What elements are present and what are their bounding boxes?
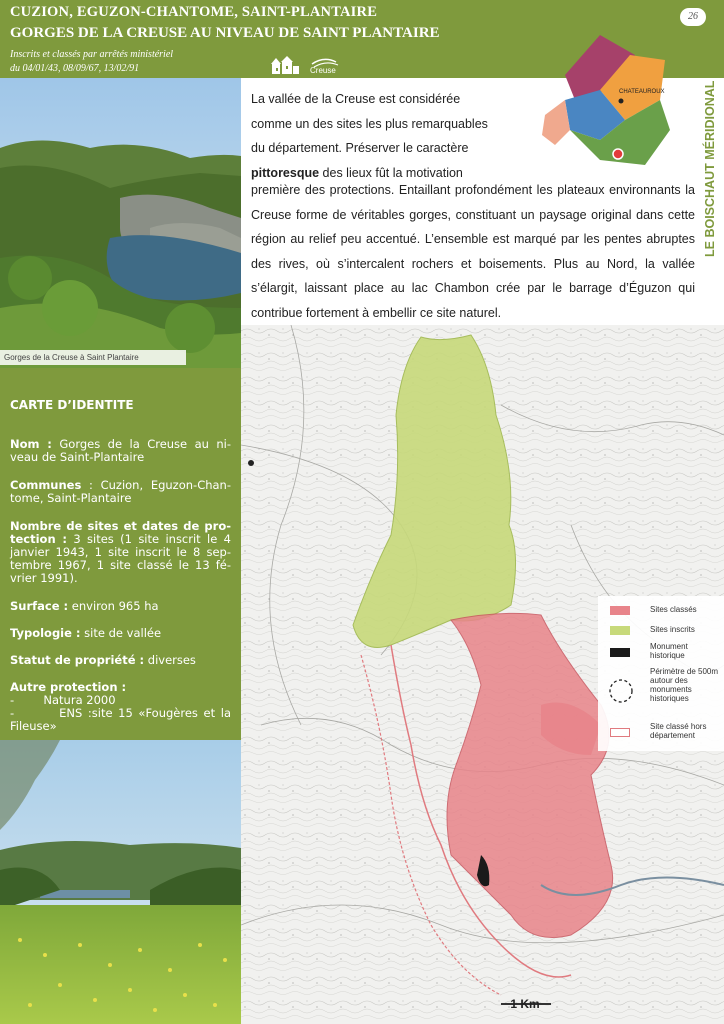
autre-item-ens: - ENS :site 15 «Fougères et la Fileuse» <box>10 706 235 733</box>
sites-label: Nombre de sites et dates de pro-tection : <box>10 519 231 546</box>
meadow-photo <box>0 740 241 1024</box>
photo-caption: Gorges de la Creuse à Saint Plantaire <box>0 350 186 365</box>
map-legend <box>598 596 724 751</box>
communes-label: Communes <box>10 478 82 492</box>
gorges-photo <box>0 78 241 368</box>
identity-autre <box>10 680 235 733</box>
page-number: 26 <box>680 8 706 26</box>
header-communes: CUZION, EGUZON-CHANTOME, SAINT-PLANTAIRE <box>10 4 378 20</box>
identity-name <box>10 438 231 464</box>
description-emphasis: pittoresque <box>251 165 320 180</box>
autre-label: Autre protection : <box>10 680 127 694</box>
typologie-label: Typologie : <box>10 626 81 640</box>
surface-label: Surface : <box>10 599 69 613</box>
name-label: Nom : <box>10 437 52 451</box>
autre-item-natura: - Natura 2000 <box>10 693 116 707</box>
legend-swatch-inscrit <box>610 626 630 635</box>
description-body: première des protections. Entaillant profondément les plateaux environnants la Creuse forme de véritables gorges, constituant un paysage original dans cette région au relief peu accentué. L’ensemble est marqué par les pentes abruptes des rives, où s’intercalent rochers et boisements. Plus au Nord, la vallée s’élargit, laissant place au lac Chambon crée par le barrage d’Éguzon qui contribue fortement à embellir ce site naturel. <box>251 183 695 320</box>
legend-label-inscrit: Sites inscrits <box>650 625 695 634</box>
legend-label-perimeter: Périmètre de 500m autour des monuments historiques <box>650 667 719 703</box>
header-dates-line: du 04/01/43, 08/09/67, 13/02/91 <box>10 63 140 74</box>
statut-value: diverses <box>144 653 196 667</box>
identity-sites <box>10 520 231 585</box>
section-side-title <box>688 72 724 322</box>
description-line: comme un des sites les plus remarquables <box>251 116 488 131</box>
communes-value: : Cuzion, Eguzon-Chan-tome, Saint-Plantaire <box>10 478 231 505</box>
sites-value: 3 sites (1 site inscrit le 4 janvier 1943, 1 site inscrit le 8 sep-tembre 1967, 1 site classé le 13 fé-vrier 1991). <box>10 532 232 585</box>
legend-swatch-monument <box>610 648 630 657</box>
header-site-title: GORGES DE LA CREUSE AU NIVEAU DE SAINT PLANTAIRE <box>10 25 440 41</box>
identity-typologie <box>10 627 231 640</box>
legend-label-hors-dept: Site classé hors département <box>650 722 707 740</box>
identity-surface <box>10 600 231 613</box>
description-line: du département. Préserver le caractère <box>251 141 469 155</box>
description-line-rest: des lieux fût la motivation <box>319 165 463 180</box>
city-label: CHATEAUROUX <box>619 89 665 95</box>
scale-label: 1 Km <box>510 997 540 1011</box>
identity-title: CARTE D’IDENTITE <box>10 398 134 412</box>
legend-swatch-classe <box>610 606 630 615</box>
legend-swatch-hors-dept <box>610 728 630 737</box>
name-value: Gorges de la Creuse au ni-veau de Saint-Plantaire <box>10 437 231 464</box>
surface-value: environ 965 ha <box>68 599 159 613</box>
side-title-text: LE BOISCHAUT MÉRIDIONAL <box>703 80 717 257</box>
identity-statut <box>10 654 231 667</box>
legend-label-monument: Monument historique <box>650 642 688 660</box>
description-line: La vallée de la Creuse est considérée <box>251 92 461 106</box>
legend-label-classe: Sites classés <box>650 605 697 614</box>
map-scale <box>497 997 553 1011</box>
typologie-value: site de vallée <box>80 626 162 640</box>
header-protection-line: Inscrits et classés par arrêtés ministériel <box>10 49 174 60</box>
identity-card <box>0 368 241 740</box>
creuse-logo-label: Creuse <box>310 66 336 75</box>
region-locator-map <box>540 30 680 170</box>
perimeter-circle-icon <box>608 678 634 704</box>
identity-communes <box>10 479 231 505</box>
header-protection <box>10 48 173 76</box>
description-lead <box>251 87 517 185</box>
statut-label: Statut de propriété : <box>10 653 145 667</box>
